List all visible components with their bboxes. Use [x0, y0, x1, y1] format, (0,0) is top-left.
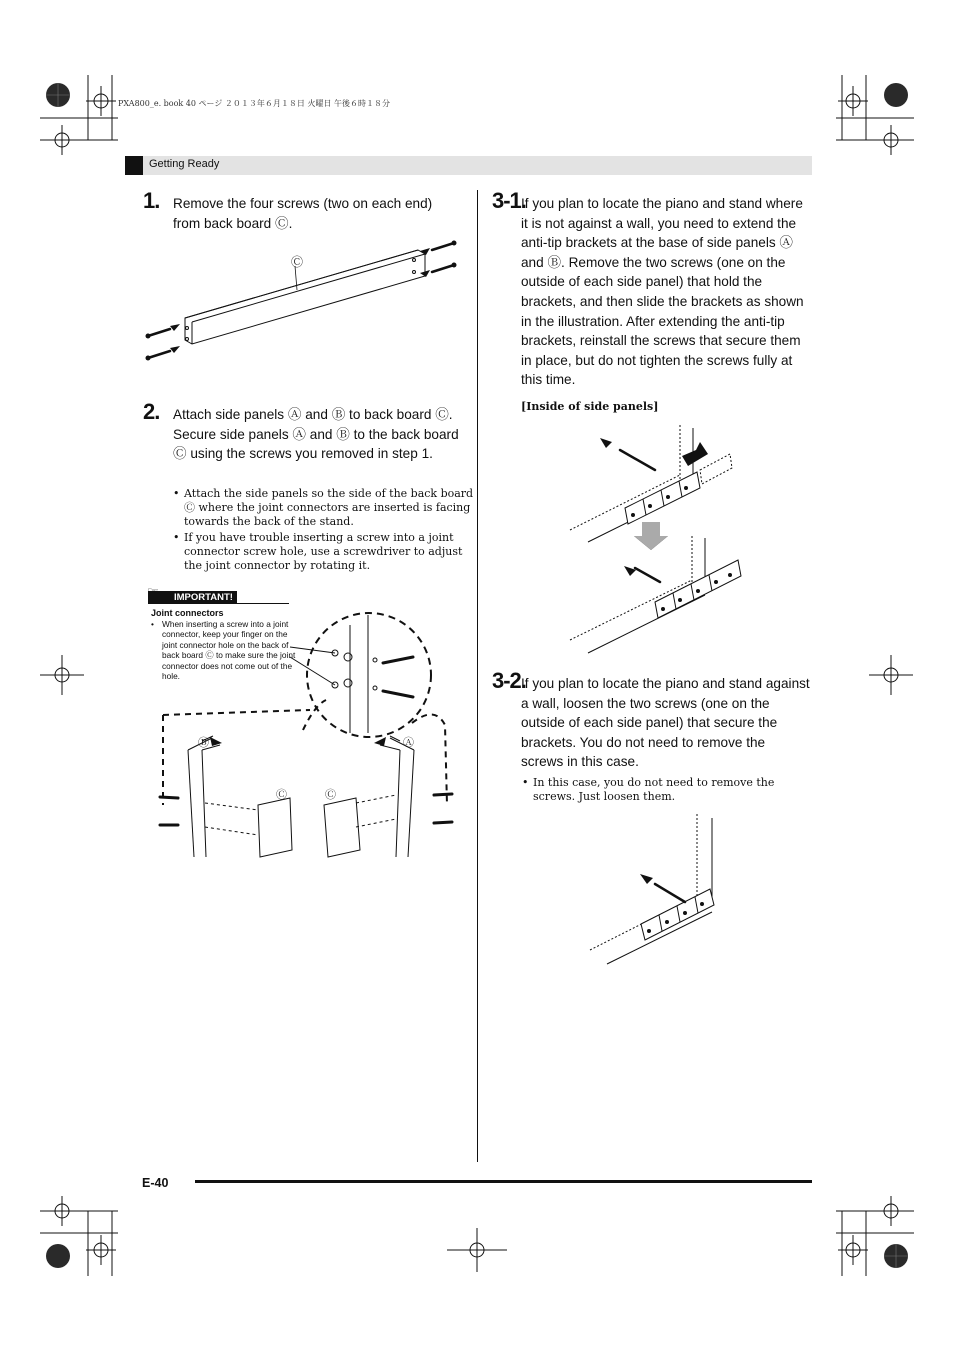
footer-rule: [195, 1180, 812, 1183]
step-1-number: 1.: [143, 188, 160, 213]
back-board-callout: Ⓒ: [291, 255, 304, 269]
important-title: Joint connectors: [151, 608, 224, 618]
important-note: • When inserting a screw into a joint connector, keep your finger on the joint connector hole on the back of back board Ⓒ to make sure the joint connector does not come out of the hole.: [162, 619, 302, 681]
step-3-2-note: • In this case, you do not need to remove the screws. Just loosen them.: [533, 776, 818, 804]
page-number: E-40: [142, 1176, 169, 1190]
section-header-bar: [125, 156, 812, 175]
step-3-1-number: 3-1.: [492, 188, 526, 213]
back-board-c-left-label: Ⓒ: [276, 789, 287, 801]
inside-side-panels-caption: [Inside of side panels]: [521, 400, 659, 413]
anti-tip-bracket-extend-illustration: [560, 420, 760, 660]
section-header-title: Getting Ready: [149, 158, 220, 170]
step-1-text: Remove the four screws (two on each end) from back board Ⓒ.: [173, 196, 433, 231]
important-rule: [148, 603, 289, 604]
step-3-2-notes: [521, 776, 818, 805]
side-panel-assembly-illustration: [150, 605, 470, 860]
side-panel-a-label: Ⓐ: [403, 737, 414, 749]
important-badge: IMPORTANT!: [148, 591, 237, 604]
side-panel-b-label: Ⓑ: [198, 737, 209, 749]
step-2-notes: [172, 487, 474, 574]
section-header-marker: [125, 156, 143, 175]
step-3-2-number: 3-2.: [492, 668, 526, 693]
anti-tip-bracket-loosen-illustration: [585, 812, 725, 972]
step-2-number: 2.: [143, 399, 160, 424]
step-3-2-text: If you plan to locate the piano and stand against a wall, loosen the two screws (one on the outside of each side panel) that secure the brackets. You do not need to remove the screws in this case.: [521, 676, 810, 770]
file-info: PXA800_e. book 40 ページ ２０１３年６月１８日 火曜日 午後６時１８分: [118, 99, 390, 108]
step-2-note: • If you have trouble inserting a screw into a joint connector screw hole, use a screwdriver to adjust the joint connector by rotating it.: [184, 531, 474, 574]
back-board-illustration: [140, 236, 470, 368]
step-3-1-text: If you plan to locate the piano and stand where it is not against a wall, you need to extend the anti-tip brackets at the base of side panels Ⓐ and Ⓑ. Remove the two screws (one on the outside of each side panel) that hold the brackets, and then slide the brackets as shown in the illustration. After extending the anti-tip brackets, reinstall the screws that secure them in place, but do not tighten the screws fully at this time.: [521, 196, 804, 388]
step-2-text: Attach side panels Ⓐ and Ⓑ to back board Ⓒ. Secure side panels Ⓐ and Ⓑ to the back board Ⓒ using the screws you removed in step 1.: [173, 407, 459, 462]
back-board-c-right-label: Ⓒ: [325, 789, 336, 801]
step-2-note: • Attach the side panels so the side of the back board Ⓒ where the joint connectors are inserted is facing towards the back of the stand.: [184, 487, 474, 530]
column-divider: [477, 190, 478, 1162]
